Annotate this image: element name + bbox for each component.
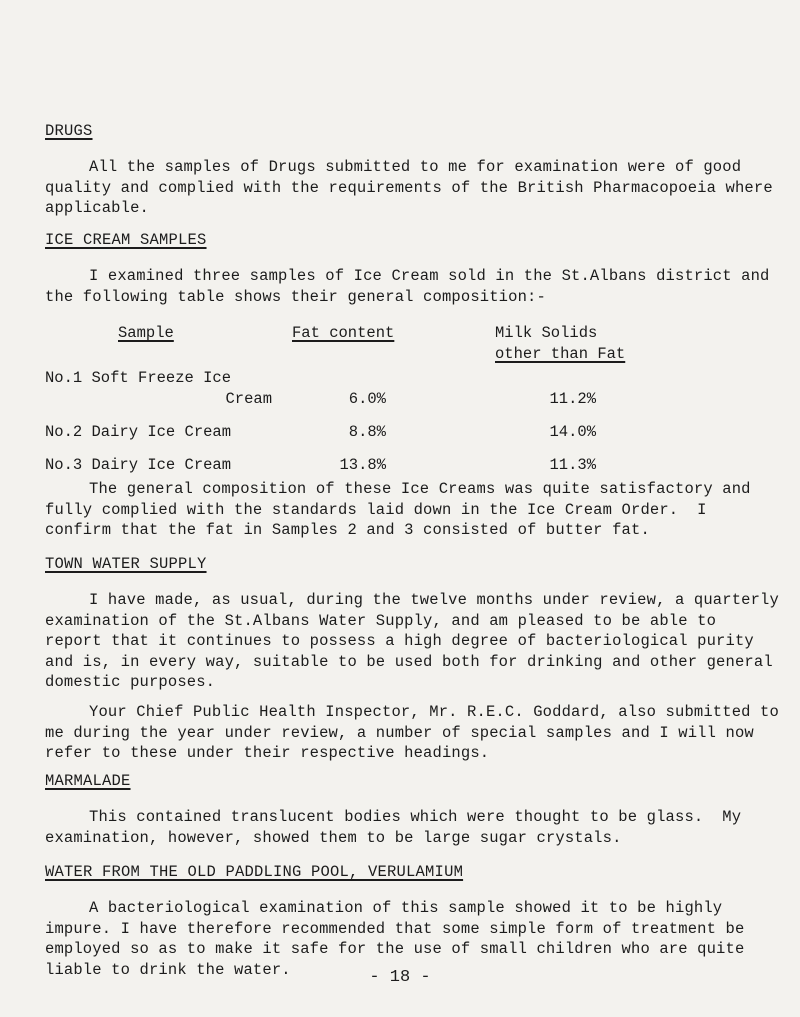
page-number: - 18 - [369,968,431,987]
paragraph-water-1: I have made, as usual, during the twelve months under review, a quarterly examination of the St.Albans Water Supply, and am pleased to be able to report that it continues to possess a high degree of bacteriological purity and is, in every way, suitable to be used both for drinking and other general domestic purposes. [45,591,789,691]
table-row-1-sample: No.1 Soft Freeze Ice [45,369,232,387]
paragraph-ice-cream-intro: I examined three samples of Ice Cream sold in the St.Albans district and the following table shows their general composition:- [45,267,779,306]
table-row-2-milk: 14.0% [549,423,596,441]
heading-paddling-pool: WATER FROM THE OLD PADDLING POOL, VERULAMIUM [45,863,464,881]
table-row-3-sample: No.3 Dairy Ice Cream [45,456,232,474]
paragraph-marmalade: This contained translucent bodies which were thought to be glass. My examination, however, showed them to be large sugar crystals. [45,808,751,847]
heading-drugs: DRUGS [45,122,93,140]
table-row-1-milk: 11.2% [549,390,596,408]
heading-marmalade: MARMALADE [45,772,131,790]
paragraph-water-2: Your Chief Public Health Inspector, Mr. R.E.C. Goddard, also submitted to me during the year under review, a number of special samples and I will now refer to these under their respective headings. [45,703,789,762]
paragraph-ice-cream-conclusion: The general composition of these Ice Creams was quite satisfactory and fully complied with the standards laid down in the Ice Cream Order. I confirm that the fat in Samples 2 and 3 consisted of butter fat. [45,480,761,539]
column-header-sample: Sample [118,324,174,342]
table-row-1-sample-cont: Cream [225,390,272,408]
paragraph-paddling-pool: A bacteriological examination of this sample showed it to be highly impure. I have therefore recommended that some simple form of treatment be employed so as to make it safe for the use of small children who are quite liable to drink the water. [45,899,754,979]
table-row-2-fat: 8.8% [348,423,386,441]
heading-ice-cream: ICE CREAM SAMPLES [45,231,207,249]
heading-town-water: TOWN WATER SUPPLY [45,555,207,573]
table-row-2-sample: No.2 Dairy Ice Cream [45,423,232,441]
paragraph-drugs: All the samples of Drugs submitted to me for examination were of good quality and complied with the requirements of the British Pharmacopoeia where applicable. [45,158,783,217]
column-header-milk-line1: Milk Solids [495,324,598,342]
column-header-fat: Fat content [292,324,395,342]
table-row-3-fat: 13.8% [339,456,386,474]
table-row-1-fat: 6.0% [348,390,386,408]
column-header-milk-line2: other than Fat [495,345,626,363]
table-row-3-milk: 11.3% [549,456,596,474]
